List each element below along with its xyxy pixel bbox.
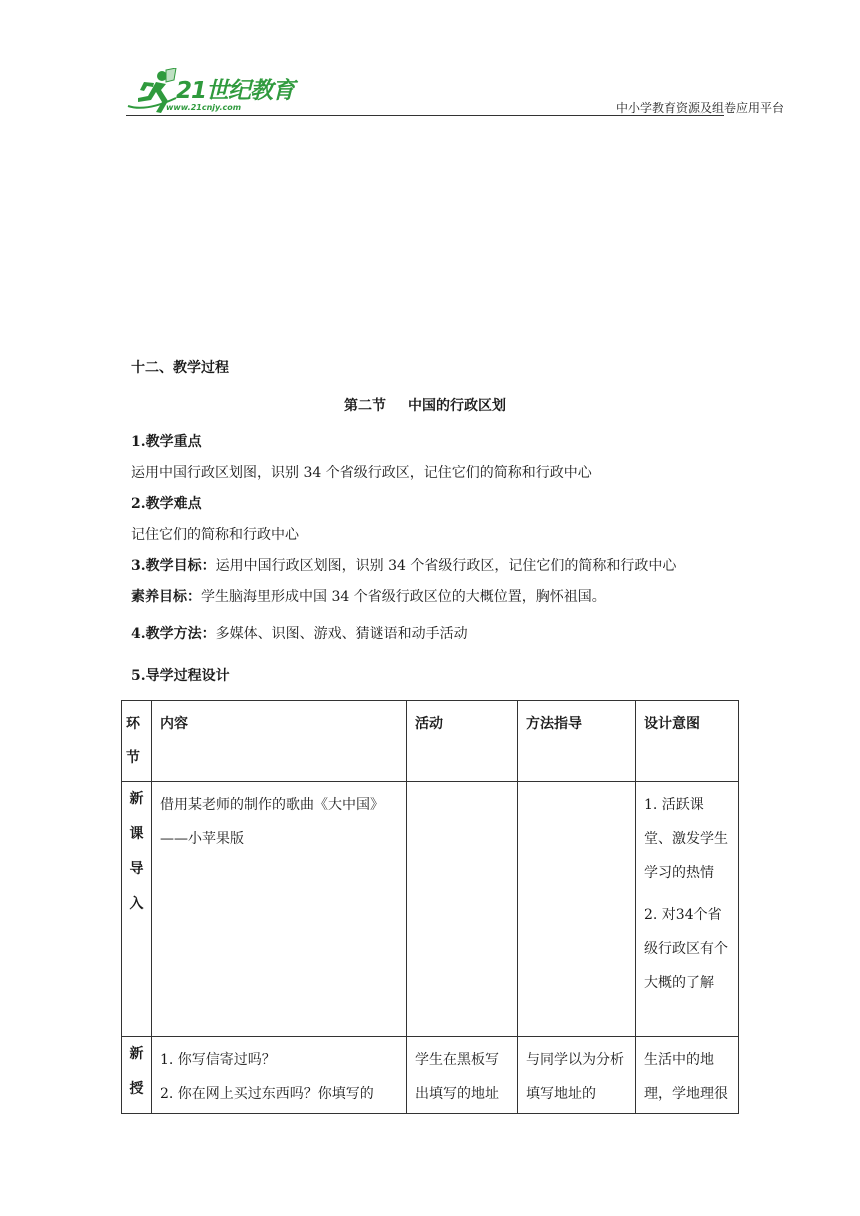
method-text: 多媒体、识图、游戏、猜谜语和动手活动 bbox=[215, 626, 468, 642]
table-header-row bbox=[122, 701, 739, 782]
literacy-line bbox=[131, 586, 606, 606]
table-row bbox=[122, 782, 739, 1037]
intent-cell: 1. 活跃课堂、激发学生学习的热情 2. 对34个省级行政区有个大概的了解 bbox=[636, 782, 739, 1037]
goal-label: 3.教学目标： bbox=[131, 558, 216, 574]
activity-cell bbox=[407, 782, 518, 1037]
logo-text: 21世纪教育 bbox=[176, 78, 295, 104]
literacy-text: 学生脑海里形成中国 34 个省级行政区位的大概位置，胸怀祖国。 bbox=[201, 589, 606, 605]
goal-text: 运用中国行政区划图，识别 34 个省级行政区，记住它们的简称和行政中心 bbox=[215, 558, 677, 574]
difficulty-text: 记住它们的简称和行政中心 bbox=[131, 527, 299, 543]
page-header bbox=[0, 0, 860, 120]
goal-line bbox=[131, 555, 676, 575]
content-cell: 借用某老师的制作的歌曲《大中国》 ——小苹果版 bbox=[152, 782, 407, 1037]
lesson-title bbox=[344, 395, 506, 415]
table-row bbox=[122, 1037, 739, 1114]
stage-cell: 新 课 导 入 bbox=[122, 782, 152, 1037]
logo-url: www.21cnjy.com bbox=[166, 103, 242, 112]
platform-name: 中小学教育资源及组卷应用平台 bbox=[615, 101, 784, 115]
literacy-label: 素养目标： bbox=[131, 589, 201, 605]
focus-text: 运用中国行政区划图，识别 34 个省级行政区，记住它们的简称和行政中心 bbox=[131, 465, 592, 481]
header-method: 方法指导 bbox=[518, 701, 636, 782]
header-intent: 设计意图 bbox=[636, 701, 739, 782]
logo bbox=[126, 68, 296, 120]
activity-cell: 学生在黑板写出填写的地址 bbox=[407, 1037, 518, 1114]
header-divider bbox=[126, 115, 724, 116]
header-content: 内容 bbox=[152, 701, 407, 782]
guide-table bbox=[121, 700, 739, 1114]
design-label: 5.导学过程设计 bbox=[131, 668, 230, 684]
lesson-title-part1: 第二节 bbox=[344, 398, 386, 414]
header-activity: 活动 bbox=[407, 701, 518, 782]
method-cell bbox=[518, 782, 636, 1037]
header-stage: 环节 bbox=[122, 701, 152, 782]
method-line bbox=[131, 623, 468, 643]
method-label: 4.教学方法： bbox=[131, 626, 216, 642]
focus-label: 1.教学重点 bbox=[131, 434, 202, 450]
stage-cell: 新 授 bbox=[122, 1037, 152, 1114]
content-cell: 1. 你写信寄过吗？ 2. 你在网上买过东西吗？你填写的 bbox=[152, 1037, 407, 1114]
lesson-title-part2: 中国的行政区划 bbox=[408, 398, 506, 414]
difficulty-label: 2.教学难点 bbox=[131, 496, 202, 512]
section-heading: 十二、教学过程 bbox=[131, 360, 229, 376]
intent-cell: 生活中的地理，学地理很 bbox=[636, 1037, 739, 1114]
method-cell: 与同学以为分析填写地址的 bbox=[518, 1037, 636, 1114]
